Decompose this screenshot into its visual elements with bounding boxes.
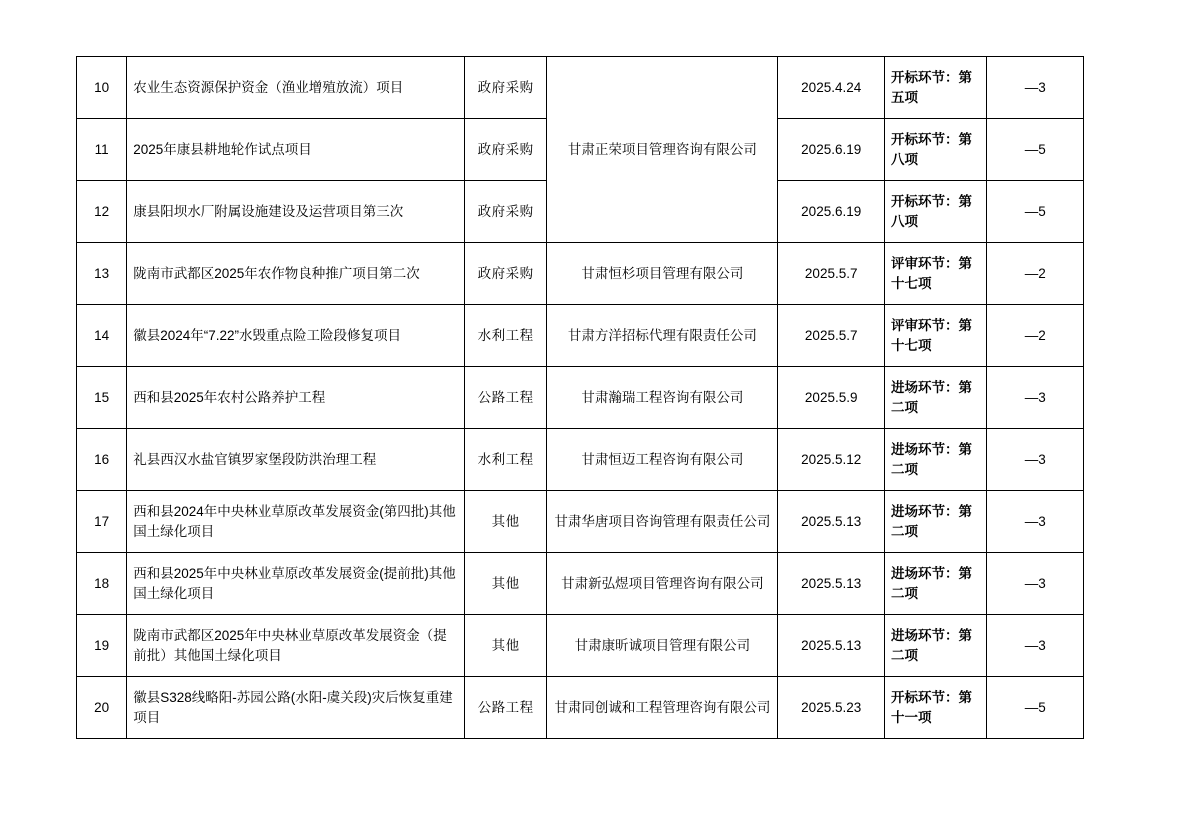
cell-project-name: 农业生态资源保护资金（渔业增殖放流）项目 xyxy=(127,57,465,119)
cell-project-name: 徽县S328线略阳-苏园公路(水阳-虞关段)灾后恢复重建项目 xyxy=(127,677,465,739)
cell-project-type: 水利工程 xyxy=(464,429,546,491)
cell-score: —5 xyxy=(987,677,1084,739)
cell-score: —3 xyxy=(987,491,1084,553)
cell-project-type: 政府采购 xyxy=(464,243,546,305)
cell-score: —3 xyxy=(987,57,1084,119)
cell-date: 2025.5.13 xyxy=(778,553,885,615)
cell-date: 2025.5.7 xyxy=(778,305,885,367)
cell-index: 10 xyxy=(77,57,127,119)
cell-stage: 进场环节：第二项 xyxy=(884,429,987,491)
cell-agency: 甘肃同创诚和工程管理咨询有限公司 xyxy=(547,677,778,739)
cell-project-type: 其他 xyxy=(464,553,546,615)
cell-stage: 开标环节：第十一项 xyxy=(884,677,987,739)
cell-stage: 开标环节：第八项 xyxy=(884,119,987,181)
cell-agency: 甘肃恒杉项目管理有限公司 xyxy=(547,243,778,305)
cell-index: 17 xyxy=(77,491,127,553)
table-row xyxy=(77,491,1084,553)
cell-project-name: 西和县2025年农村公路养护工程 xyxy=(127,367,465,429)
cell-stage: 评审环节：第十七项 xyxy=(884,305,987,367)
cell-date: 2025.6.19 xyxy=(778,119,885,181)
cell-project-type: 水利工程 xyxy=(464,305,546,367)
cell-date: 2025.5.9 xyxy=(778,367,885,429)
cell-date: 2025.4.24 xyxy=(778,57,885,119)
cell-date: 2025.5.13 xyxy=(778,615,885,677)
cell-stage: 评审环节：第十七项 xyxy=(884,243,987,305)
cell-index: 16 xyxy=(77,429,127,491)
cell-project-type: 公路工程 xyxy=(464,367,546,429)
cell-stage: 进场环节：第二项 xyxy=(884,367,987,429)
cell-agency: 甘肃瀚瑞工程咨询有限公司 xyxy=(547,367,778,429)
cell-index: 11 xyxy=(77,119,127,181)
table-row xyxy=(77,553,1084,615)
cell-project-name: 康县阳坝水厂附属设施建设及运营项目第三次 xyxy=(127,181,465,243)
cell-index: 19 xyxy=(77,615,127,677)
cell-project-name: 礼县西汉水盐官镇罗家堡段防洪治理工程 xyxy=(127,429,465,491)
projects-table xyxy=(76,56,1084,739)
cell-project-name: 徽县2024年“7.22”水毁重点险工险段修复项目 xyxy=(127,305,465,367)
cell-score: —3 xyxy=(987,553,1084,615)
table-row xyxy=(77,367,1084,429)
cell-score: —3 xyxy=(987,429,1084,491)
cell-score: —3 xyxy=(987,615,1084,677)
cell-project-type: 政府采购 xyxy=(464,57,546,119)
cell-agency: 甘肃方洋招标代理有限责任公司 xyxy=(547,305,778,367)
cell-score: —3 xyxy=(987,367,1084,429)
cell-stage: 进场环节：第二项 xyxy=(884,615,987,677)
cell-project-type: 公路工程 xyxy=(464,677,546,739)
cell-index: 13 xyxy=(77,243,127,305)
cell-date: 2025.5.12 xyxy=(778,429,885,491)
cell-project-type: 其他 xyxy=(464,491,546,553)
cell-date: 2025.5.13 xyxy=(778,491,885,553)
cell-index: 15 xyxy=(77,367,127,429)
cell-index: 14 xyxy=(77,305,127,367)
cell-project-name: 西和县2024年中央林业草原改革发展资金(第四批)其他国土绿化项目 xyxy=(127,491,465,553)
cell-stage: 进场环节：第二项 xyxy=(884,553,987,615)
cell-agency: 甘肃恒迈工程咨询有限公司 xyxy=(547,429,778,491)
cell-date: 2025.6.19 xyxy=(778,181,885,243)
cell-agency: 甘肃华唐项目咨询管理有限责任公司 xyxy=(547,491,778,553)
cell-score: —2 xyxy=(987,305,1084,367)
cell-date: 2025.5.7 xyxy=(778,243,885,305)
cell-project-name: 陇南市武都区2025年农作物良种推广项目第二次 xyxy=(127,243,465,305)
cell-agency: 甘肃康昕诚项目管理有限公司 xyxy=(547,615,778,677)
cell-date: 2025.5.23 xyxy=(778,677,885,739)
cell-index: 12 xyxy=(77,181,127,243)
cell-project-type: 政府采购 xyxy=(464,119,546,181)
cell-stage: 进场环节：第二项 xyxy=(884,491,987,553)
cell-index: 18 xyxy=(77,553,127,615)
cell-project-name: 陇南市武都区2025年中央林业草原改革发展资金（提前批）其他国土绿化项目 xyxy=(127,615,465,677)
cell-score: —2 xyxy=(987,243,1084,305)
cell-score: —5 xyxy=(987,119,1084,181)
table-row xyxy=(77,243,1084,305)
cell-project-type: 政府采购 xyxy=(464,181,546,243)
cell-stage: 开标环节：第五项 xyxy=(884,57,987,119)
table-row xyxy=(77,429,1084,491)
cell-project-type: 其他 xyxy=(464,615,546,677)
cell-stage: 开标环节：第八项 xyxy=(884,181,987,243)
table-row xyxy=(77,305,1084,367)
table-row xyxy=(77,677,1084,739)
table-row xyxy=(77,615,1084,677)
cell-index: 20 xyxy=(77,677,127,739)
table-container xyxy=(76,56,1084,739)
cell-project-name: 西和县2025年中央林业草原改革发展资金(提前批)其他国土绿化项目 xyxy=(127,553,465,615)
cell-agency: 甘肃新弘煜项目管理咨询有限公司 xyxy=(547,553,778,615)
cell-project-name: 2025年康县耕地轮作试点项目 xyxy=(127,119,465,181)
table-row xyxy=(77,57,1084,119)
cell-score: —5 xyxy=(987,181,1084,243)
cell-agency: 甘肃正荣项目管理咨询有限公司 xyxy=(547,57,778,243)
